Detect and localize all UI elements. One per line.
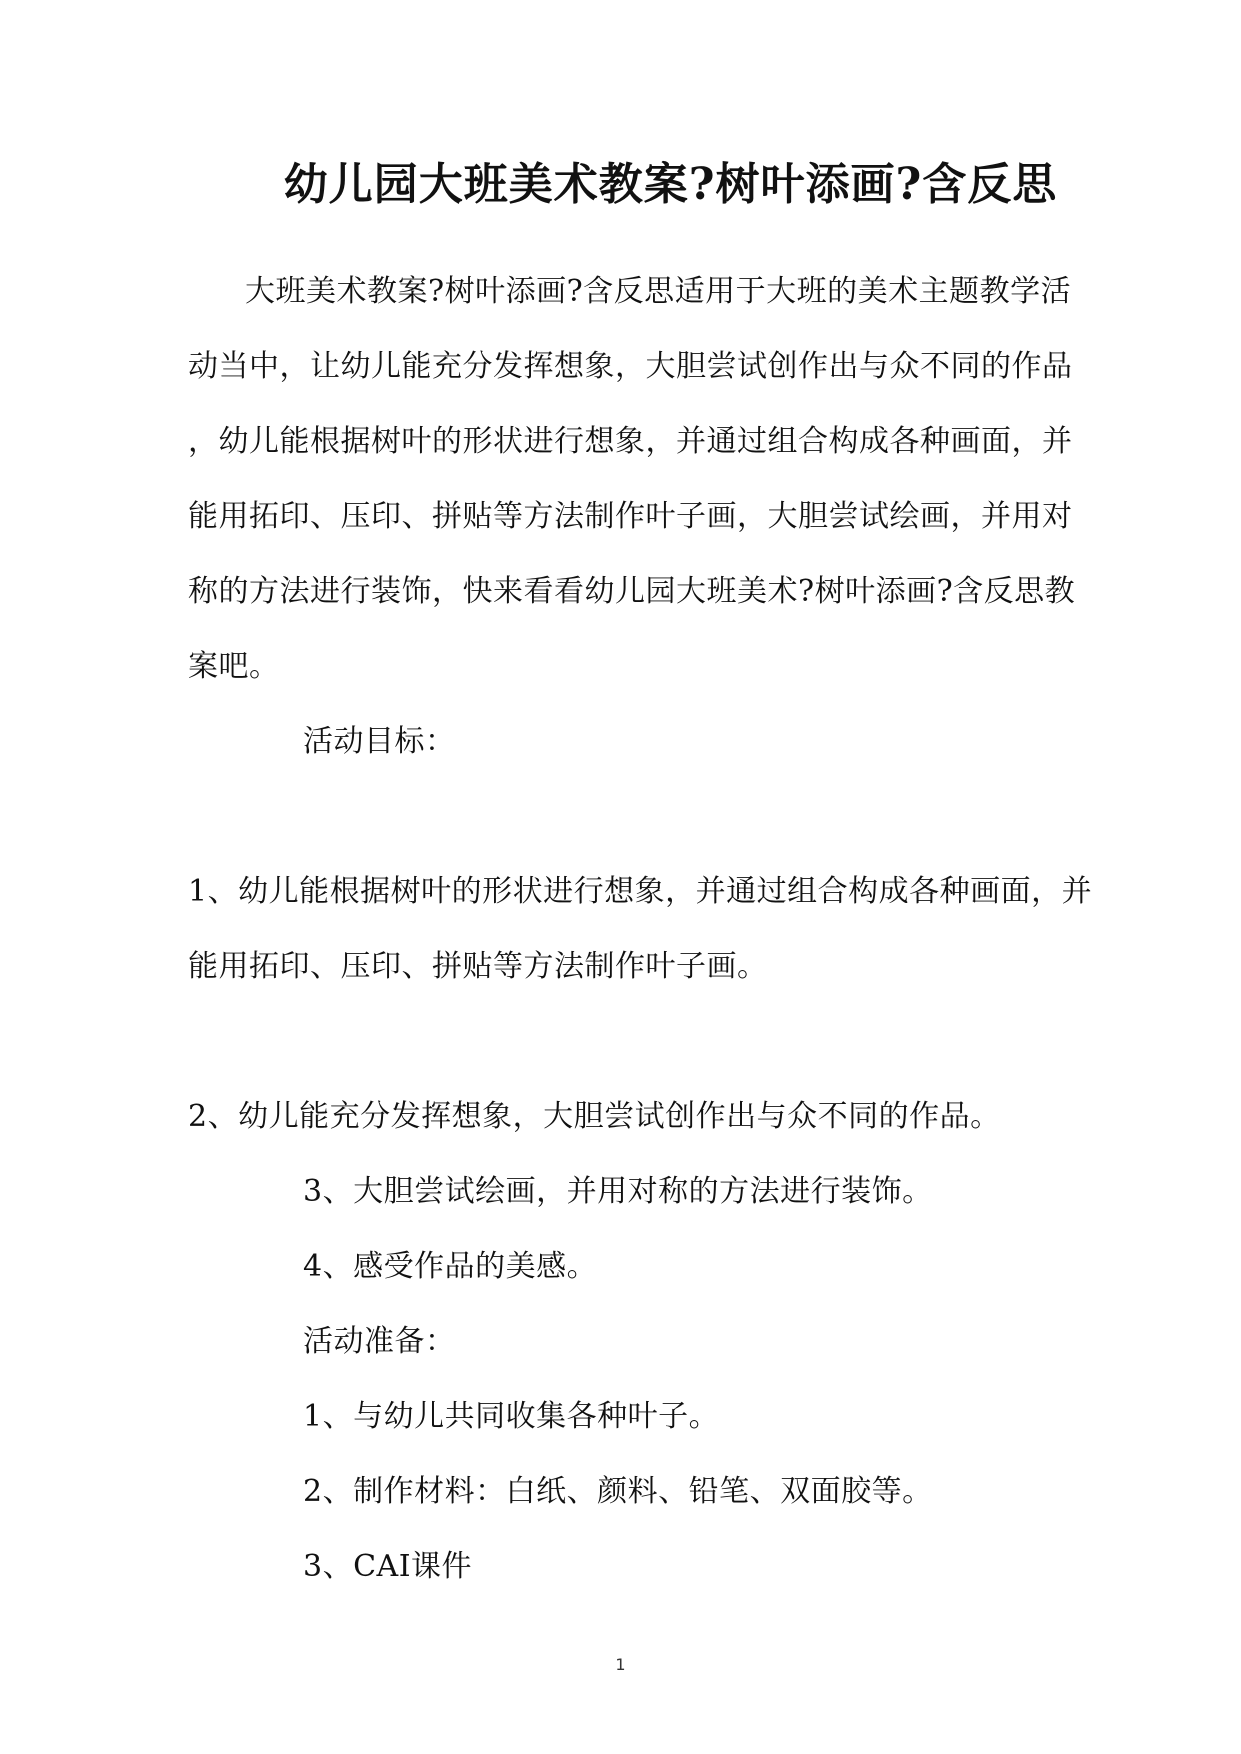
intro-line: 大班美术教案?树叶添画?含反思适用于大班的美术主题教学活 xyxy=(245,274,1072,309)
intro-line: 案吧。 xyxy=(188,649,280,684)
preparation-item-1: 1、与幼儿共同收集各种叶子。 xyxy=(303,1399,720,1434)
intro-line: ，幼儿能根据树叶的形状进行想象，并通过组合构成各种画面，并 xyxy=(188,424,1073,459)
objective-3: 3、大胆尝试绘画，并用对称的方法进行装饰。 xyxy=(303,1174,933,1209)
intro-line: 称的方法进行装饰，快来看看幼儿园大班美术?树叶添画?含反思教 xyxy=(188,574,1076,609)
intro-line: 动当中，让幼儿能充分发挥想象，大胆尝试创作出与众不同的作品 xyxy=(188,349,1073,384)
objective-2: 2、幼儿能充分发挥想象，大胆尝试创作出与众不同的作品。 xyxy=(188,1099,1001,1134)
preparation-item-2: 2、制作材料：白纸、颜料、铅笔、双面胶等。 xyxy=(303,1474,933,1509)
objectives-heading: 活动目标： xyxy=(303,724,456,759)
objective-1-line: 能用拓印、压印、拼贴等方法制作叶子画。 xyxy=(188,949,768,984)
objective-1-line: 1、幼儿能根据树叶的形状进行想象，并通过组合构成各种画面，并 xyxy=(188,874,1093,909)
preparation-item-3: 3、CAI课件 xyxy=(303,1549,473,1584)
preparation-heading: 活动准备： xyxy=(303,1324,456,1359)
objective-4: 4、感受作品的美感。 xyxy=(303,1249,598,1284)
intro-line: 能用拓印、压印、拼贴等方法制作叶子画，大胆尝试绘画，并用对 xyxy=(188,499,1073,534)
page-number: 1 xyxy=(615,1655,626,1674)
document-title: 幼儿园大班美术教案?树叶添画?含反思 xyxy=(283,159,1058,210)
